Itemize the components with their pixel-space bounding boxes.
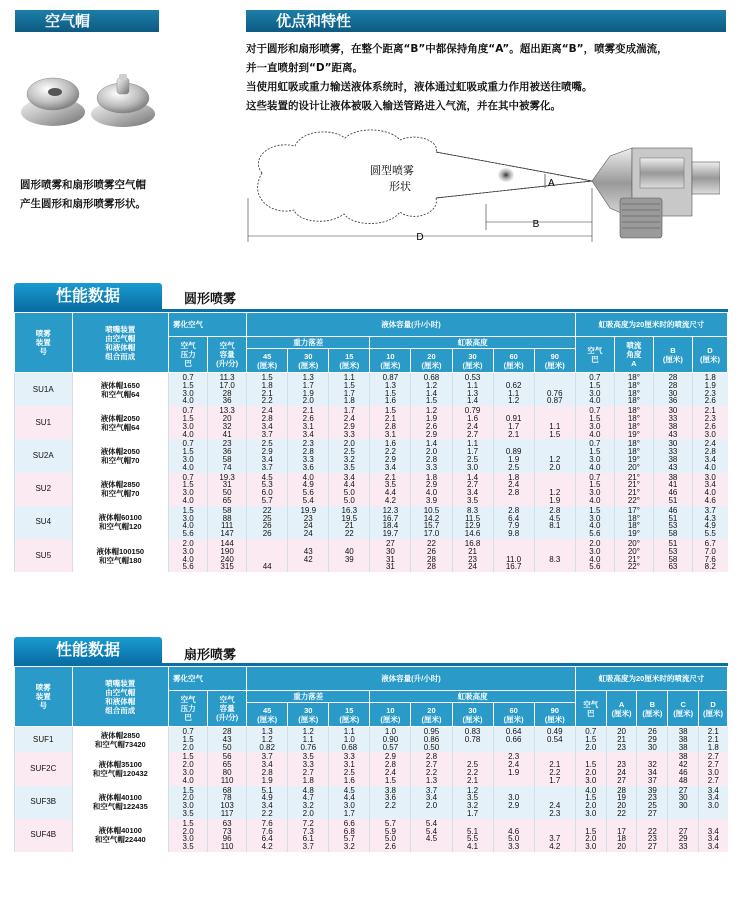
value-cell: 11.0 16.7 [493, 539, 534, 572]
value-cell: 0.83 0.78 [452, 727, 493, 753]
flat-h-15: 15 (厘米) [329, 703, 370, 727]
value-cell: 0.53 1.1 1.3 1.4 [452, 373, 493, 407]
round-h-liquid: 液体容量(升/小时) [247, 313, 576, 337]
air-cap-title: 空气帽 [45, 12, 91, 30]
value-cell: 0.7 1.5 3.0 4.0 [575, 406, 614, 439]
round-h-sp-angle: 喷流 角度 A [614, 337, 653, 373]
value-cell: 2.0 3.0 4.0 5.6 [575, 539, 614, 572]
value-cell: 58 88 111 147 [208, 506, 247, 539]
value-cell: 2.3 2.4 1.9 [493, 752, 534, 785]
flat-body [15, 727, 728, 852]
value-cell: 26 29 30 [637, 727, 668, 753]
value-cell: 2.0 2.5 3.2 3.5 [329, 439, 370, 472]
value-cell: 1.2 3.5 3.2 1.7 [452, 786, 493, 819]
value-cell: 2.7 2.7 3.0 2.7 [699, 752, 728, 785]
value-cell: 20 21 23 [606, 727, 637, 753]
spray-cloud-outline [258, 130, 592, 224]
value-cell: 0.62 1.1 1.2 [493, 373, 534, 407]
value-cell: 1.5 3.0 4.0 5.6 [575, 506, 614, 539]
value-cell: 22 25 26 26 [247, 506, 288, 539]
value-cell: 18° 18° 19° 20° [614, 439, 653, 472]
value-cell: 2.4 2.8 3.4 4.0 [692, 439, 727, 472]
value-cell: 44 [247, 539, 288, 572]
value-cell: 2.1 2.2 1.7 [534, 752, 575, 785]
value-cell: 19.3 31 50 65 [208, 473, 247, 506]
value-cell: 63 73 96 110 [208, 819, 247, 852]
value-cell: 1.0 0.90 0.57 [370, 727, 411, 753]
value-cell: 1.8 2.4 2.8 [493, 473, 534, 506]
value-cell: 1.5 2.0 3.0 3.5 [169, 786, 208, 819]
round-h-air-pressure: 空气 压力 巴 [169, 337, 208, 373]
value-cell: 0.89 1.9 2.5 [493, 439, 534, 472]
round-row-su1 [15, 406, 728, 439]
flat-h-gravity: 重力落差 [247, 691, 370, 703]
round-h-air-volume: 空气 容量 (升/分) [208, 337, 247, 373]
value-cell: 1.2 1.9 [534, 473, 575, 506]
value-cell: 7.2 7.3 6.1 3.7 [288, 819, 329, 852]
value-cell: 1.7 2.4 2.9 3.3 [329, 406, 370, 439]
combo-cell: 液体帽35100 和空气帽120432 [72, 752, 169, 785]
value-cell: 1.4 2.0 2.8 3.3 [411, 439, 452, 472]
round-h-sp-b: B (厘米) [653, 337, 692, 373]
value-cell: 28 19 20 22 [606, 786, 637, 819]
value-cell: 2.4 2.8 3.4 3.7 [247, 406, 288, 439]
value-cell: 1.1 1.0 0.68 [329, 727, 370, 753]
value-cell: 28 28 30 36 [653, 373, 692, 407]
value-cell: 27 29 33 [668, 819, 699, 852]
value-cell: 0.7 1.5 3.0 4.0 [169, 473, 208, 506]
value-cell: 30 33 38 43 [653, 439, 692, 472]
features-text [246, 40, 736, 116]
feature-line-2: 并一直喷射到“D”距离。 [246, 62, 364, 74]
value-cell: 32 34 37 [637, 752, 668, 785]
flat-perf-tab [14, 637, 162, 663]
value-cell: 1.5 2.0 3.0 [575, 752, 606, 785]
value-cell: 3.0 3.4 4.0 4.6 [692, 473, 727, 506]
value-cell: 1.5 2.1 2.8 3.1 [370, 406, 411, 439]
value-cell: 30 33 38 43 [653, 406, 692, 439]
value-cell: 0.7 1.5 3.0 4.0 [575, 439, 614, 472]
round-row-su2 [15, 473, 728, 506]
air-cap-photos [18, 72, 158, 132]
value-cell: 12.3 16.7 18.4 19.7 [370, 506, 411, 539]
flat-h-s90: 90 (厘米) [534, 703, 575, 727]
value-cell: 1.1 1.7 2.5 3.0 [452, 439, 493, 472]
spray-label-1: 圆型喷雾 [370, 165, 414, 177]
round-h-gravity: 重力落差 [247, 337, 370, 349]
value-cell: 21° 21° 21° 22° [614, 473, 653, 506]
value-cell: 5.4 5.4 4.5 [411, 819, 452, 852]
round-h-15: 15 (厘米) [329, 349, 370, 373]
round-h-model: 喷雾 装置 号 [15, 313, 73, 373]
value-cell: 20° 20° 21° 22° [614, 539, 653, 572]
flat-h-30: 30 (厘米) [288, 703, 329, 727]
round-h-s60: 60 (厘米) [493, 349, 534, 373]
value-cell: 1.1 1.5 1.7 1.8 [329, 373, 370, 407]
value-cell: 3.0 2.9 [493, 786, 534, 819]
combo-cell: 液体帽100150 和空气帽180 [72, 539, 169, 572]
value-cell: 10.5 14.2 15.7 17.0 [411, 506, 452, 539]
value-cell: 18° 18° 18° 18° [614, 373, 653, 407]
model-cell: SUF1 [15, 727, 73, 753]
flat-h-s20: 20 (厘米) [411, 703, 452, 727]
value-cell: 1.2 1.1 0.76 [288, 727, 329, 753]
combo-cell: 液体帽2850 和空气帽70 [72, 473, 169, 506]
round-h-siphon: 虹吸高度 [370, 337, 575, 349]
value-cell: 11.3 17.0 28 36 [208, 373, 247, 407]
value-cell: 3.4 3.4 3.0 [699, 786, 728, 819]
value-cell: 1.5 3.0 4.0 5.6 [169, 506, 208, 539]
flat-row-suf1 [15, 727, 728, 753]
value-cell: 27 30 30 [668, 786, 699, 819]
value-cell: 3.7 4.3 4.9 5.5 [692, 506, 727, 539]
value-cell: 2.1 2.3 2.6 3.0 [692, 406, 727, 439]
value-cell: 16.3 19.5 21 22 [329, 506, 370, 539]
value-cell: 2.8 6.4 7.9 9.8 [493, 506, 534, 539]
model-cell: SU5 [15, 539, 73, 572]
round-h-s10: 10 (厘米) [370, 349, 411, 373]
air-cap-header [15, 10, 159, 32]
combo-cell: 液体帽1650 和空气帽64 [72, 373, 169, 407]
value-cell: 40 39 [329, 539, 370, 572]
flat-h-sp-d: D (厘米) [699, 691, 728, 727]
flat-row-suf4b [15, 819, 728, 852]
combo-cell: 液体帽40100 和空气帽122435 [72, 786, 169, 819]
flat-row-suf3b [15, 786, 728, 819]
caption-line-2: 产生圆形和扇形喷雾形状。 [20, 198, 146, 210]
flat-h-45: 45 (厘米) [247, 703, 288, 727]
value-cell: 7.6 7.6 6.4 4.2 [247, 819, 288, 852]
round-row-su5 [15, 539, 728, 572]
value-cell: 8.3 [534, 539, 575, 572]
value-cell: 4.0 4.9 5.6 5.4 [288, 473, 329, 506]
value-cell: 18° 18° 18° 19° [614, 406, 653, 439]
value-cell: 0.64 0.66 [493, 727, 534, 753]
round-h-combo: 喷嘴装置 由空气帽 和液体帽 组合而成 [72, 313, 169, 373]
flat-h-sp-pressure: 空气 巴 [575, 691, 606, 727]
value-cell: 2.8 2.7 2.2 1.3 [411, 752, 452, 785]
value-cell: 2.1 2.1 1.8 [699, 727, 728, 753]
combo-cell: 液体帽2050 和空气帽70 [72, 439, 169, 472]
nozzle-illustration [592, 148, 720, 238]
value-cell: 2.5 2.2 2.1 [452, 752, 493, 785]
round-h-30: 30 (厘米) [288, 349, 329, 373]
value-cell: 1.4 2.7 3.4 3.5 [452, 473, 493, 506]
value-cell: 13.3 20 32 41 [208, 406, 247, 439]
value-cell: 22 26 28 28 [411, 539, 452, 572]
value-cell: 68 78 103 117 [208, 786, 247, 819]
spray-label-2: 形状 [389, 181, 411, 193]
value-cell: 2.9 2.8 2.4 1.5 [370, 752, 411, 785]
flat-h-sp-c: C (厘米) [668, 691, 699, 727]
model-cell: SU2A [15, 439, 73, 472]
combo-cell: 液体帽2850 和空气帽73420 [72, 727, 169, 753]
value-cell: 3.5 3.3 2.7 1.8 [288, 752, 329, 785]
value-cell: 0.7 1.5 3.0 4.0 [169, 373, 208, 407]
flat-h-air: 雾化空气 [169, 667, 247, 691]
combo-cell: 液体帽40100 和空气帽22440 [72, 819, 169, 852]
feature-line-3: 当使用虹吸或重力输送液体系统时，液体通过虹吸或重力作用被送往喷嘴。 [246, 81, 593, 93]
value-cell: 38 41 46 51 [653, 473, 692, 506]
flat-h-sp-b: B (厘米) [637, 691, 668, 727]
round-h-45: 45 (厘米) [247, 349, 288, 373]
round-h-sp-d: D (厘米) [692, 337, 727, 373]
round-row-su2a [15, 439, 728, 472]
value-cell: 0.7 1.5 3.0 4.0 [169, 406, 208, 439]
value-cell: 2.8 4.5 8.1 [534, 506, 575, 539]
value-cell: 2.4 2.3 [534, 786, 575, 819]
value-cell: 3.7 4.2 [534, 819, 575, 852]
model-cell: SU2 [15, 473, 73, 506]
value-cell: 3.8 3.6 2.2 [370, 786, 411, 819]
value-cell: 0.7 1.5 2.0 [575, 727, 606, 753]
value-cell: 38 38 38 [668, 727, 699, 753]
flat-h-air-volume: 空气 容量 (升/分) [208, 691, 247, 727]
flat-h-s10: 10 (厘米) [370, 703, 411, 727]
combo-cell: 液体帽60100 和空气帽120 [72, 506, 169, 539]
value-cell: 5.1 5.5 4.1 [452, 819, 493, 852]
value-cell: 1.2 1.9 2.6 2.9 [411, 406, 452, 439]
value-cell: 1.5 2.0 3.0 4.0 [169, 752, 208, 785]
model-cell: SUF2C [15, 752, 73, 785]
feature-line-1: 对于圆形和扇形喷雾，在整个距离“B”中都保持角度“A”。超出距离“B”，喷雾变成湍流， [246, 43, 668, 55]
flat-h-s60: 60 (厘米) [493, 703, 534, 727]
features-title: 优点和特性 [276, 12, 352, 30]
value-cell: 17° 18° 18° 19° [614, 506, 653, 539]
combo-cell: 液体帽2050 和空气帽64 [72, 406, 169, 439]
value-cell: 4.8 4.7 3.2 2.0 [288, 786, 329, 819]
value-cell: 43 42 [288, 539, 329, 572]
flat-h-spray: 虹吸高度为20厘米时的喷流尺寸 [575, 667, 727, 691]
model-cell: SU1 [15, 406, 73, 439]
value-cell: 4.6 5.0 3.3 [493, 819, 534, 852]
value-cell: 4.5 4.4 3.0 1.7 [329, 786, 370, 819]
flat-h-combo: 喷嘴装置 由空气帽 和液体帽 组合而成 [72, 667, 169, 727]
flat-h-siphon: 虹吸高度 [370, 691, 575, 703]
value-cell: 19.9 23 24 24 [288, 506, 329, 539]
value-cell: 23 36 58 74 [208, 439, 247, 472]
distance-label-b: B [532, 219, 540, 230]
angle-label-a: A [548, 178, 555, 189]
value-cell: 0.7 1.5 3.0 4.0 [575, 373, 614, 407]
round-h-s20: 20 (厘米) [411, 349, 452, 373]
round-h-sp-pressure: 空气 巴 [575, 337, 614, 373]
value-cell: 38 42 46 48 [668, 752, 699, 785]
round-h-air: 雾化空气 [169, 313, 247, 337]
caption-line-1: 圆形喷雾和扇形喷雾空气帽 [20, 179, 146, 191]
flat-h-model: 喷雾 装置 号 [15, 667, 73, 727]
value-cell: 0.87 1.3 1.5 1.6 [370, 373, 411, 407]
model-cell: SU4 [15, 506, 73, 539]
value-cell: 46 51 53 58 [653, 506, 692, 539]
value-cell: 0.79 1.6 2.4 2.7 [452, 406, 493, 439]
value-cell: 3.4 4.4 5.0 5.0 [329, 473, 370, 506]
value-cell: 17 18 20 [606, 819, 637, 852]
value-cell: 2.3 2.8 3.3 3.6 [288, 439, 329, 472]
value-cell: 0.95 0.86 0.50 [411, 727, 452, 753]
round-h-s90: 90 (厘米) [534, 349, 575, 373]
value-cell: 28 43 50 [208, 727, 247, 753]
value-cell: 6.6 6.8 5.7 3.2 [329, 819, 370, 852]
flat-h-air-pressure: 空气 压力 巴 [169, 691, 208, 727]
value-cell: 5.7 5.9 5.0 2.6 [370, 819, 411, 852]
value-cell: 1.1 1.5 [534, 406, 575, 439]
air-cap-caption [20, 176, 180, 214]
value-cell: 1.8 1.9 2.3 2.6 [692, 373, 727, 407]
flat-h-s30: 30 (厘米) [452, 703, 493, 727]
distance-label-d: D [416, 232, 424, 243]
spray-diagram [240, 118, 720, 243]
round-perf-tab [14, 283, 162, 309]
flat-h-sp-a: A (厘米) [606, 691, 637, 727]
model-cell: SU1A [15, 373, 73, 407]
flat-subtitle: 扇形喷雾 [184, 648, 237, 663]
value-cell: 8.3 11.5 12.9 14.6 [452, 506, 493, 539]
value-cell: 0.7 1.5 2.0 [169, 727, 208, 753]
value-cell: 23 24 27 [606, 752, 637, 785]
round-subtitle: 圆形喷雾 [184, 292, 237, 307]
value-cell: 1.5 1.8 2.1 2.2 [247, 373, 288, 407]
value-cell: 22 23 27 [637, 819, 668, 852]
flat-spray-table [14, 666, 728, 852]
value-cell: 51 53 58 63 [653, 539, 692, 572]
value-cell: 0.68 1.2 1.4 1.5 [411, 373, 452, 407]
value-cell: 3.3 3.1 2.5 1.6 [329, 752, 370, 785]
round-h-s30: 30 (厘米) [452, 349, 493, 373]
value-cell: 0.49 0.54 [534, 727, 575, 753]
model-cell: SUF4B [15, 819, 73, 852]
flat-row-suf2c [15, 752, 728, 785]
value-cell: 1.8 2.9 4.0 3.9 [411, 473, 452, 506]
value-cell: 16.8 21 23 24 [452, 539, 493, 572]
value-cell: 2.5 2.9 3.4 3.7 [247, 439, 288, 472]
spray-density-mark [498, 168, 514, 182]
value-cell: 4.5 5.3 6.0 5.7 [247, 473, 288, 506]
flat-h-liquid: 液体容量(升/小时) [247, 667, 576, 691]
round-spray-table [14, 312, 728, 572]
round-body [15, 373, 728, 573]
value-cell: 3.4 3.4 3.4 [699, 819, 728, 852]
value-cell: 3.7 3.4 2.8 1.9 [247, 752, 288, 785]
value-cell: 2.1 3.5 4.4 4.2 [370, 473, 411, 506]
round-row-su4 [15, 506, 728, 539]
value-cell: 5.1 4.9 3.4 2.2 [247, 786, 288, 819]
value-cell: 39 23 25 27 [637, 786, 668, 819]
value-cell: 0.91 1.7 2.1 [493, 406, 534, 439]
value-cell: 1.6 2.2 2.9 3.4 [370, 439, 411, 472]
value-cell: 1.3 1.2 0.82 [247, 727, 288, 753]
value-cell: 144 190 240 315 [208, 539, 247, 572]
air-cap-image [18, 72, 158, 132]
value-cell: 56 65 80 110 [208, 752, 247, 785]
value-cell: 1.5 2.0 3.0 [575, 819, 606, 852]
value-cell: 0.76 0.87 [534, 373, 575, 407]
value-cell: 1.3 1.7 1.9 2.0 [288, 373, 329, 407]
feature-line-4: 这些装置的设计让液体被吸入输送管路进入气流，并在其中被雾化。 [246, 100, 561, 112]
value-cell: 2.0 3.0 4.0 5.6 [169, 539, 208, 572]
value-cell: 6.7 7.0 7.6 8.2 [692, 539, 727, 572]
value-cell: 3.7 3.4 2.0 [411, 786, 452, 819]
round-h-spray: 虹吸高度为20厘米时的喷流尺寸 [575, 313, 727, 337]
value-cell: 27 30 31 31 [370, 539, 411, 572]
value-cell: 4.0 1.5 2.0 3.0 [575, 786, 606, 819]
value-cell: 0.7 1.5 3.0 4.0 [575, 473, 614, 506]
value-cell: 0.7 1.5 3.0 4.0 [169, 439, 208, 472]
round-perf-tab-label: 性能数据 [55, 286, 120, 305]
features-header [246, 10, 726, 32]
flat-perf-tab-label: 性能数据 [55, 640, 120, 659]
value-cell: 2.1 2.6 3.1 3.4 [288, 406, 329, 439]
model-cell: SUF3B [15, 786, 73, 819]
round-row-su1a [15, 373, 728, 407]
value-cell: 1.2 2.0 [534, 439, 575, 472]
value-cell: 1.5 2.0 3.0 3.5 [169, 819, 208, 852]
